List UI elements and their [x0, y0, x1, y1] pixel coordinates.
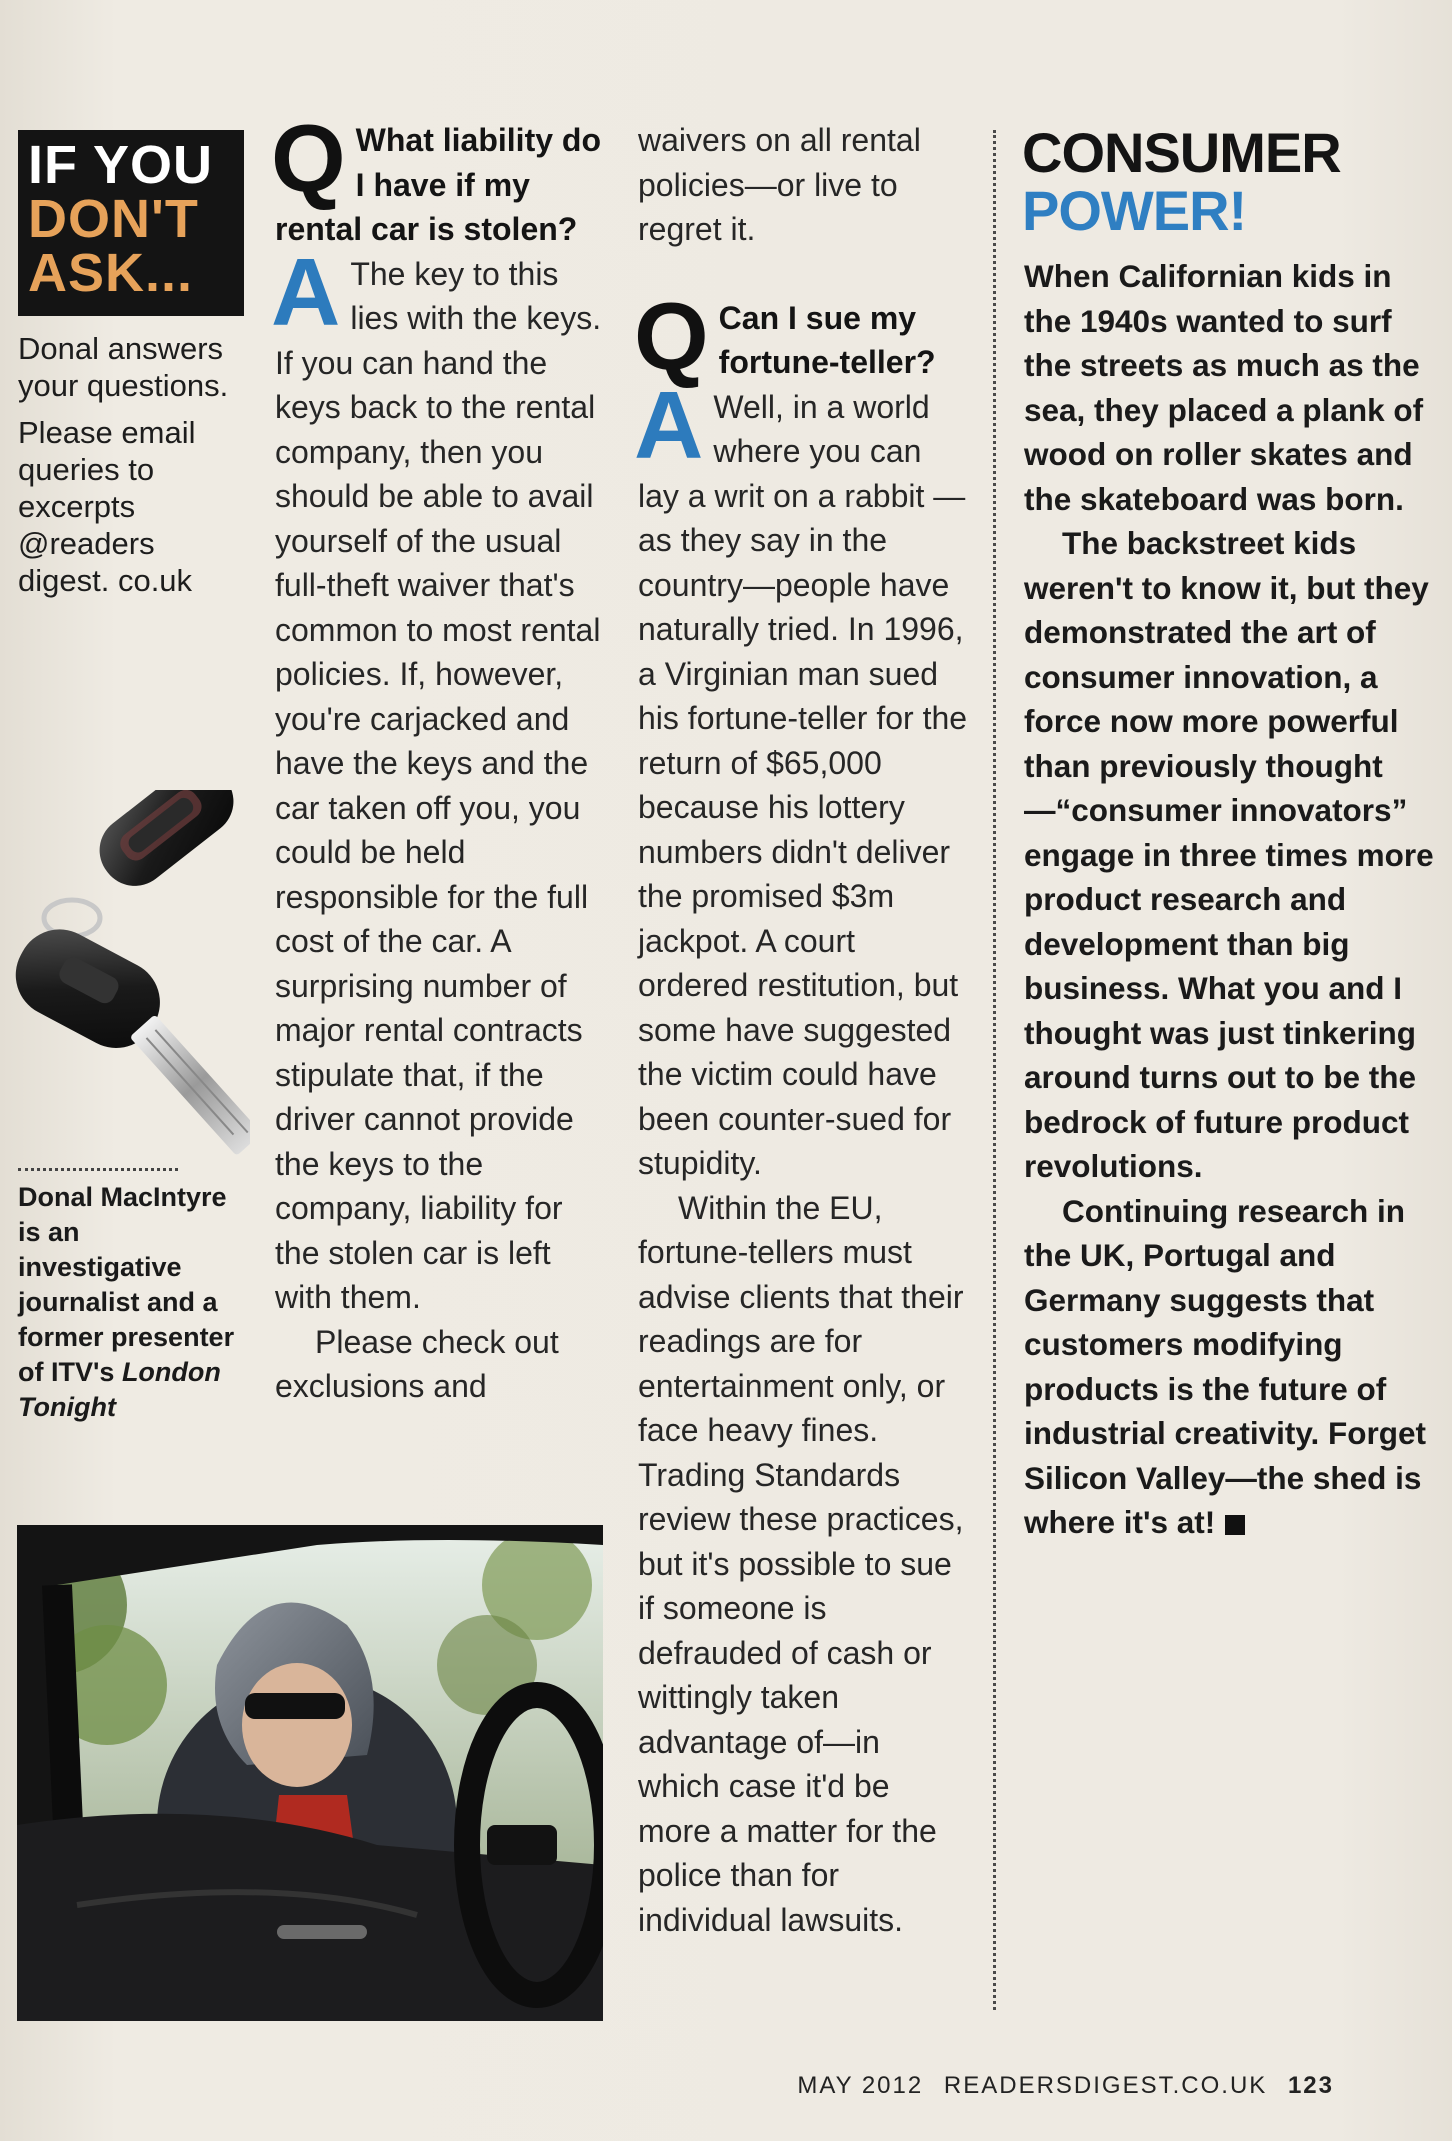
- question-2-text: Can I sue my fortune-teller?: [718, 299, 936, 380]
- end-mark-icon: [1225, 1515, 1245, 1535]
- bio-divider: [18, 1168, 178, 1171]
- sidebar-title-line-2: POWER!: [1022, 179, 1247, 242]
- answer-1-followup: Please check out exclusions and: [275, 1323, 559, 1404]
- answer-1-continued: waivers on all rental policies—or live to regret it.: [638, 122, 921, 247]
- answer-2-followup: Within the EU, fortune-tellers must advise clients that their readings are for entertainment only, or face heavy fines. Trading Standards review these practices, but it's possible to sue if someone is defrauded of cash or wittingly taken advantage of—in which case it'd be more a matter for the police than for individual lawsuits.: [638, 1189, 964, 1938]
- column-divider: [993, 130, 996, 2010]
- sidebar-paragraph-3: [1024, 1189, 1444, 1545]
- kicker-line-3: ASK...: [28, 243, 194, 303]
- column-kicker-box: [18, 130, 244, 316]
- sidebar-paragraph-1: When Californian kids in the 1940s wanted to surf the streets as much as the sea, they placed a plank of wood on roller skates and the skateboard was born.: [1024, 258, 1424, 517]
- question-1-text: What liability do I have if my rental car is stolen?: [275, 122, 601, 247]
- answer-1: [271, 238, 605, 1409]
- sidebar-title: [1022, 121, 1442, 242]
- intro-text: Donal answers your questions.: [18, 331, 229, 403]
- sidebar-title-line-1: CONSUMER: [1022, 121, 1341, 184]
- answer-2: [634, 371, 968, 1943]
- q-initial-1: Q: [271, 105, 346, 212]
- page-number: 123: [1287, 2072, 1334, 2099]
- bio-text: Donal MacIntyre is an investigative journalist and a former presenter of ITV's: [18, 1182, 235, 1387]
- answer-2-text: Well, in a world where you can lay a writ on a rabbit —as they say in the country—people have naturally tried. In 1996, a Virginian man sued his fortune-teller for the return of $65,000 because his lottery numbers didn't deliver the promised $3m jackpot. A court ordered restitution, but some have suggested the victim could have been counter-sued for stupidity.: [638, 388, 968, 1181]
- footer-date: MAY 2012: [797, 2072, 924, 2099]
- question-1: [271, 105, 605, 252]
- footer-site: READERSDIGEST.CO.UK: [943, 2072, 1268, 2099]
- kicker-line-1: IF YOU: [28, 135, 214, 195]
- article-column-1: [271, 105, 605, 1409]
- q-initial-2: Q: [634, 282, 709, 390]
- sidebar-body: [1024, 254, 1444, 1545]
- bio-show-title: London Tonight: [18, 1357, 221, 1422]
- intro-email: Please email queries to excerpts @readers digest. co.uk: [18, 415, 196, 598]
- answer-1-text: The key to this lies with the keys. If you can hand the keys back to the rental company, then you should be able to avail yourself of the usual full-theft waiver that's common to most rental policies. If, however, you're carjacked and have the keys and the car taken off you, you could be held responsible for the full cost of the car. A surprising number of major rental contracts stipulate that, if the driver cannot provide the keys to the company, liability for the stolen car is left with them.: [275, 255, 602, 1315]
- sidebar-paragraph-2: The backstreet kids weren't to know it, but they demonstrated the art of consumer innovation, a force now more powerful than previously thought—“consumer innovators” engage in three times more product research and development than big business. What you and I thought was just tinkering around turns out to be the bedrock of future product revolutions.: [1024, 525, 1434, 1184]
- column-intro: [18, 330, 248, 609]
- article-column-2: [634, 118, 968, 1942]
- car-keys-photo: [10, 790, 250, 1190]
- sidebar-paragraph-3-text: Continuing research in the UK, Portugal and Germany suggests that customers modifying products is the future of industrial creativity. Forget Silicon Valley—the shed is where it's at!: [1024, 1192, 1427, 1540]
- author-bio: [18, 1180, 248, 1425]
- a-initial-2: A: [634, 371, 704, 479]
- page-footer: [797, 2072, 1334, 2100]
- kicker-line-2: DON'T: [28, 189, 199, 249]
- car-thief-photo: [17, 1525, 603, 2021]
- a-initial-1: A: [271, 238, 341, 346]
